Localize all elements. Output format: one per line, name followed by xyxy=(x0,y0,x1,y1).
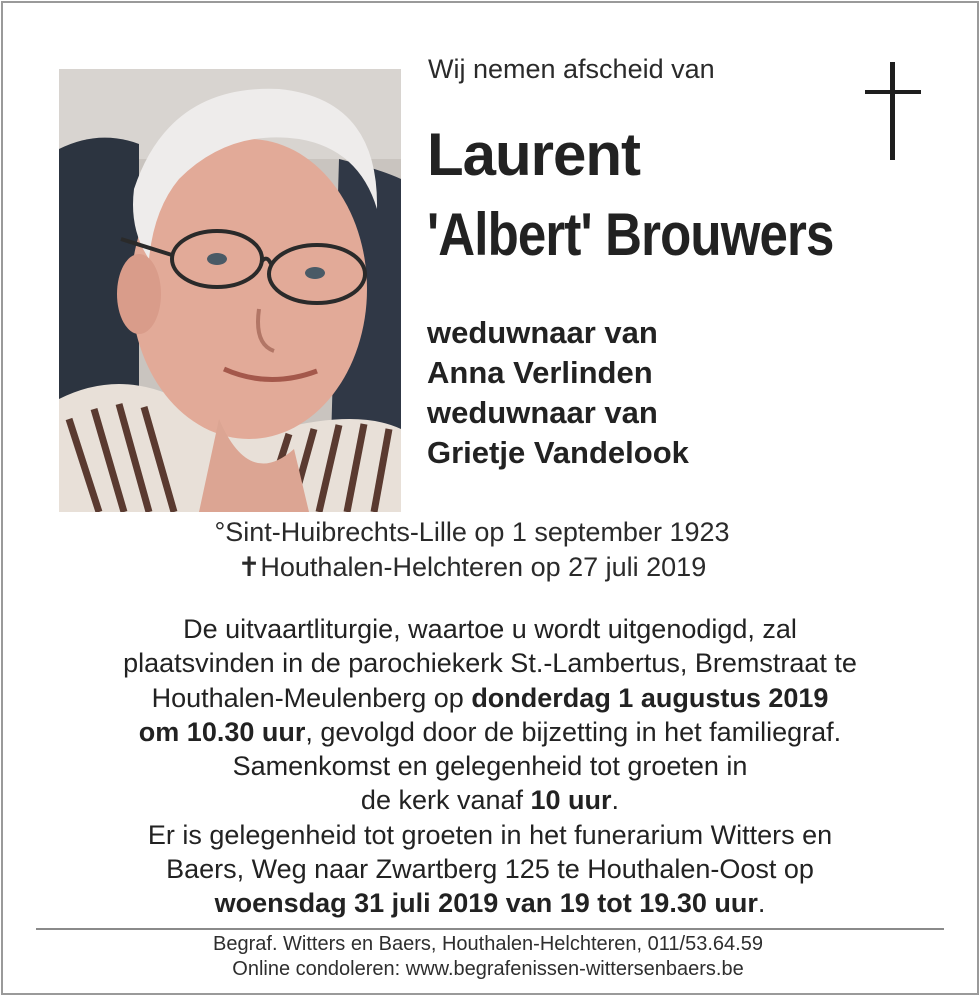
relation-line: weduwnaar van xyxy=(427,315,658,350)
funeral-time: om 10.30 uur xyxy=(138,716,306,747)
body-text: . xyxy=(611,785,620,816)
latin-cross-icon xyxy=(863,62,923,160)
body-line xyxy=(0,681,980,715)
body-line: De uitvaartliturgie, waartoe u wordt uitgenodigd, zal xyxy=(183,614,797,644)
portrait-photo xyxy=(59,69,401,512)
funeral-details xyxy=(0,612,980,921)
body-line xyxy=(0,783,980,817)
deceased-first-name: Laurent xyxy=(427,121,641,188)
deceased-surname: 'Albert' Brouwers xyxy=(427,201,834,268)
body-line: Baers, Weg naar Zwartberg 125 te Houthalen-Oost op xyxy=(166,854,814,885)
funeral-home-contact: Begraf. Witters en Baers, Houthalen-Helchteren, 011/53.64.59 xyxy=(213,933,763,955)
body-line: plaatsvinden in de parochiekerk St.-Lambertus, Bremstraat te xyxy=(123,648,857,679)
body-text: . xyxy=(757,888,766,919)
body-line: Samenkomst en gelegenheid tot groeten in xyxy=(232,751,748,782)
church-gathering-time: 10 uur xyxy=(530,785,612,816)
relations-block xyxy=(427,313,689,473)
body-line: Er is gelegenheid tot groeten in het funerarium Witters en xyxy=(147,819,833,850)
relation-line: Grietje Vandelook xyxy=(427,435,689,470)
body-line xyxy=(0,886,980,920)
death-date: ✝Houthalen-Helchteren op 27 juli 2019 xyxy=(237,552,707,582)
body-text: Houthalen-Meulenberg op xyxy=(151,682,472,713)
intro-text: Wij nemen afscheid van xyxy=(428,54,715,84)
online-condolences: Online condoleren: www.begrafenissen-wittersenbaers.be xyxy=(232,958,744,980)
body-text: , gevolgd door de bijzetting in het familiegraf. xyxy=(305,716,842,747)
footer-divider xyxy=(36,928,944,930)
body-text: de kerk vanaf xyxy=(360,785,531,816)
funeral-date: donderdag 1 augustus 2019 xyxy=(471,682,829,713)
body-line xyxy=(0,715,980,749)
birth-date: °Sint-Huibrechts-Lille op 1 september 1923 xyxy=(214,517,730,547)
relation-line: weduwnaar van xyxy=(427,395,658,430)
viewing-time: woensdag 31 juli 2019 van 19 tot 19.30 uur xyxy=(214,888,758,919)
relation-line: Anna Verlinden xyxy=(427,355,653,390)
